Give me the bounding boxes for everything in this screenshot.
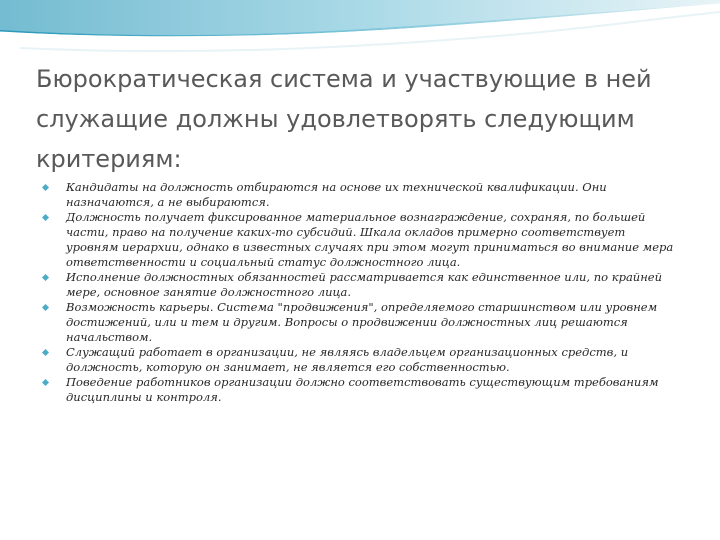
list-item-text: Исполнение должностных обязанностей рассматривается как единственное или, по крайней мере, основное занятие должностного лица. (66, 270, 662, 299)
slide-title: Бюрократическая система и участвующие в ней служащие должны удовлетворять следующим критериям: (36, 65, 652, 173)
diamond-bullet-icon (42, 214, 49, 221)
diamond-bullet-icon (42, 349, 49, 356)
list-item (36, 210, 676, 270)
list-item (36, 300, 676, 345)
list-item-text: Возможность карьеры. Система "продвижения", определяемого старшинством или уровнем достижений, или и тем и другим. Вопросы о продвижении должностных лиц решаются начальством. (66, 300, 658, 344)
list-item-text: Поведение работников организации должно соответствовать существующим требованиям дисциплины и контроля. (66, 375, 659, 404)
list-item-text: Служащий работает в организации, не являясь владельцем организационных средств, и должность, которую он занимает, не является его собственностью. (66, 345, 629, 374)
list-item (36, 345, 676, 375)
list-item-text: Кандидаты на должность отбираются на основе их технической квалификации. Они назначаются, а не выбираются. (66, 180, 607, 209)
list-item-text: Должность получает фиксированное материальное вознаграждение, сохраняя, по большей части, право на получение каких-то субсидий. Шкала окладов примерно соответствует уровням иерархии, однако в известных случаях при этом могут приниматься во внимание мера ответственности и социальный статус должностного лица. (66, 210, 674, 269)
list-item (36, 270, 676, 300)
diamond-bullet-icon (42, 184, 49, 191)
list-item (36, 180, 676, 210)
list-item (36, 375, 676, 405)
diamond-bullet-icon (42, 379, 49, 386)
diamond-bullet-icon (42, 304, 49, 311)
criteria-list (36, 180, 676, 405)
diamond-bullet-icon (42, 274, 49, 281)
